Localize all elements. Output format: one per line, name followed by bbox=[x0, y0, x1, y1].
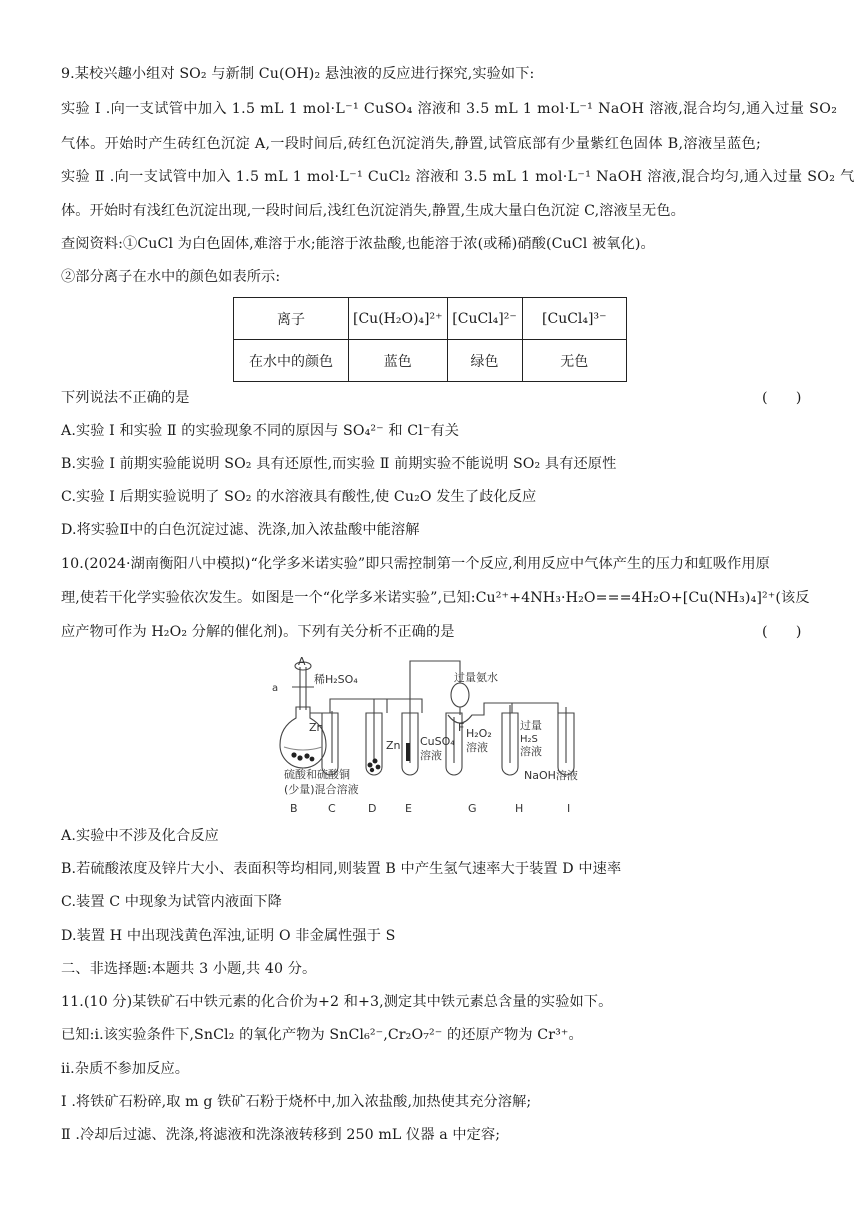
q9-option-a: A.实验 Ⅰ 和实验 Ⅱ 的实验现象不同的原因与 SO₄²⁻ 和 Cl⁻有关 bbox=[61, 423, 460, 439]
label-h2o2-solution: 溶液 bbox=[466, 741, 488, 754]
q9-exp1-line2: 气体。开始时产生砖红色沉淀 A,一段时间后,砖红色沉淀消失,静置,试管底部有少量紫红色固体 B,溶液呈蓝色; bbox=[61, 136, 762, 152]
label-zn-flask: Zn bbox=[309, 721, 324, 734]
label-h2s: H₂S bbox=[520, 734, 538, 745]
q11-step-1: Ⅰ .将铁矿石粉碎,取 m g 铁矿石粉于烧杯中,加入浓盐酸,加热使其充分溶解; bbox=[61, 1094, 532, 1110]
q10-stem-line2: 理,使若干化学实验依次发生。如图是一个“化学多米诺实验”,已知:Cu²⁺+4NH₃·H₂O===4H₂O+[Cu(NH₃)₄]²⁺(该反 bbox=[61, 590, 810, 606]
label-a-lower: a bbox=[272, 683, 279, 694]
q9-option-d: D.将实验Ⅱ中的白色沉淀过滤、洗涤,加入浓盐酸中能溶解 bbox=[61, 522, 420, 538]
q10-answer-blank: ( ) bbox=[762, 624, 802, 640]
label-cuso4-solution: 溶液 bbox=[420, 749, 442, 762]
q11-known-1: 已知:ⅰ.该实验条件下,SnCl₂ 的氧化产物为 SnCl₆²⁻,Cr₂O₇²⁻ 的还原产物为 Cr³⁺。 bbox=[61, 1027, 583, 1043]
table-row bbox=[234, 340, 627, 382]
table-cell: 蓝色 bbox=[349, 340, 448, 382]
label-dilute-sulfuric-acid: 稀H₂SO₄ bbox=[314, 673, 358, 686]
table-cell: [Cu(H₂O)₄]²⁺ bbox=[349, 298, 448, 340]
label-mixture-line2: (少量)混合溶液 bbox=[284, 783, 359, 796]
label-h2s-solution: 溶液 bbox=[520, 745, 542, 758]
table-cell: 在水中的颜色 bbox=[234, 340, 349, 382]
table-cell: 绿色 bbox=[447, 340, 522, 382]
label-i: I bbox=[567, 802, 571, 815]
q10-stem-line1: 10.(2024·湖南衡阳八中模拟)“化学多米诺实验”即只需控制第一个反应,利用反应中气体产生的压力和虹吸作用原 bbox=[61, 556, 770, 572]
q9-exp2-line1: 实验 Ⅱ .向一支试管中加入 1.5 mL 1 mol·L⁻¹ CuCl₂ 溶液和 3.5 mL 1 mol·L⁻¹ NaOH 溶液,混合均匀,通入过量 SO₂ 气 bbox=[61, 169, 855, 185]
q9-option-c: C.实验 Ⅰ 后期实验说明了 SO₂ 的水溶液具有酸性,使 Cu₂O 发生了歧化反应 bbox=[61, 489, 537, 505]
q10-option-a: A.实验中不涉及化合反应 bbox=[61, 828, 219, 844]
label-a-upper: A bbox=[298, 655, 306, 668]
q9-reference-1: 查阅资料:①CuCl 为白色固体,难溶于水;能溶于浓盐酸,也能溶于浓(或稀)硝酸(CuCl 被氧化)。 bbox=[61, 236, 655, 252]
label-d: D bbox=[368, 802, 377, 815]
label-g: G bbox=[468, 802, 477, 815]
domino-apparatus-diagram bbox=[262, 655, 602, 817]
q9-answer-blank: ( ) bbox=[762, 390, 802, 406]
table-row bbox=[234, 298, 627, 340]
table-cell: [CuCl₄]³⁻ bbox=[522, 298, 627, 340]
q10-option-c: C.装置 C 中现象为试管内液面下降 bbox=[61, 894, 282, 910]
label-zn-tube: Zn bbox=[386, 739, 401, 752]
table-cell: [CuCl₄]²⁻ bbox=[447, 298, 522, 340]
label-mixture-line1: 硫酸和硫酸铜 bbox=[284, 768, 350, 781]
label-h2o2: H₂O₂ bbox=[466, 727, 492, 740]
q10-option-d: D.装置 H 中出现浅黄色浑浊,证明 O 非金属性强于 S bbox=[61, 928, 396, 944]
label-excess-ammonia: 过量氨水 bbox=[454, 671, 498, 684]
q11-stem: 11.(10 分)某铁矿石中铁元素的化合价为+2 和+3,测定其中铁元素总含量的实验如下。 bbox=[61, 994, 613, 1010]
label-naoh-solution: NaOH溶液 bbox=[524, 769, 578, 782]
q9-stem: 9.某校兴趣小组对 SO₂ 与新制 Cu(OH)₂ 悬浊液的反应进行探究,实验如下: bbox=[61, 66, 535, 82]
ion-color-table bbox=[233, 297, 627, 382]
label-e: E bbox=[405, 802, 412, 815]
q9-question: 下列说法不正确的是 bbox=[61, 390, 190, 406]
q11-step-2: Ⅱ .冷却后过滤、洗涤,将滤液和洗涤液转移到 250 mL 仪器 a 中定容; bbox=[61, 1127, 501, 1143]
q10-stem-line3: 应产物可作为 H₂O₂ 分解的催化剂)。下列有关分析不正确的是 bbox=[61, 624, 455, 640]
label-b: B bbox=[290, 802, 298, 815]
label-h: H bbox=[515, 802, 524, 815]
q9-exp2-line2: 体。开始时有浅红色沉淀出现,一段时间后,浅红色沉淀消失,静置,生成大量白色沉淀 C,溶液呈无色。 bbox=[61, 203, 685, 219]
table-cell: 离子 bbox=[234, 298, 349, 340]
q9-exp1-line1: 实验 Ⅰ .向一支试管中加入 1.5 mL 1 mol·L⁻¹ CuSO₄ 溶液和 3.5 mL 1 mol·L⁻¹ NaOH 溶液,混合均匀,通入过量 SO₂ bbox=[61, 101, 838, 117]
table-cell: 无色 bbox=[522, 340, 627, 382]
label-c: C bbox=[328, 802, 336, 815]
label-cuso4: CuSO₄ bbox=[420, 735, 455, 748]
section-2-heading: 二、非选择题:本题共 3 小题,共 40 分。 bbox=[61, 961, 317, 977]
q9-option-b: B.实验 Ⅰ 前期实验能说明 SO₂ 具有还原性,而实验 Ⅱ 前期实验不能说明 SO₂ 具有还原性 bbox=[61, 456, 617, 472]
q11-known-2: ⅱ.杂质不参加反应。 bbox=[61, 1061, 190, 1077]
label-excess: 过量 bbox=[520, 719, 542, 732]
label-f: F bbox=[458, 721, 465, 734]
q10-option-b: B.若硫酸浓度及锌片大小、表面积等均相同,则装置 B 中产生氢气速率大于装置 D 中速率 bbox=[61, 861, 622, 877]
q9-reference-2: ②部分离子在水中的颜色如表所示: bbox=[61, 269, 281, 285]
